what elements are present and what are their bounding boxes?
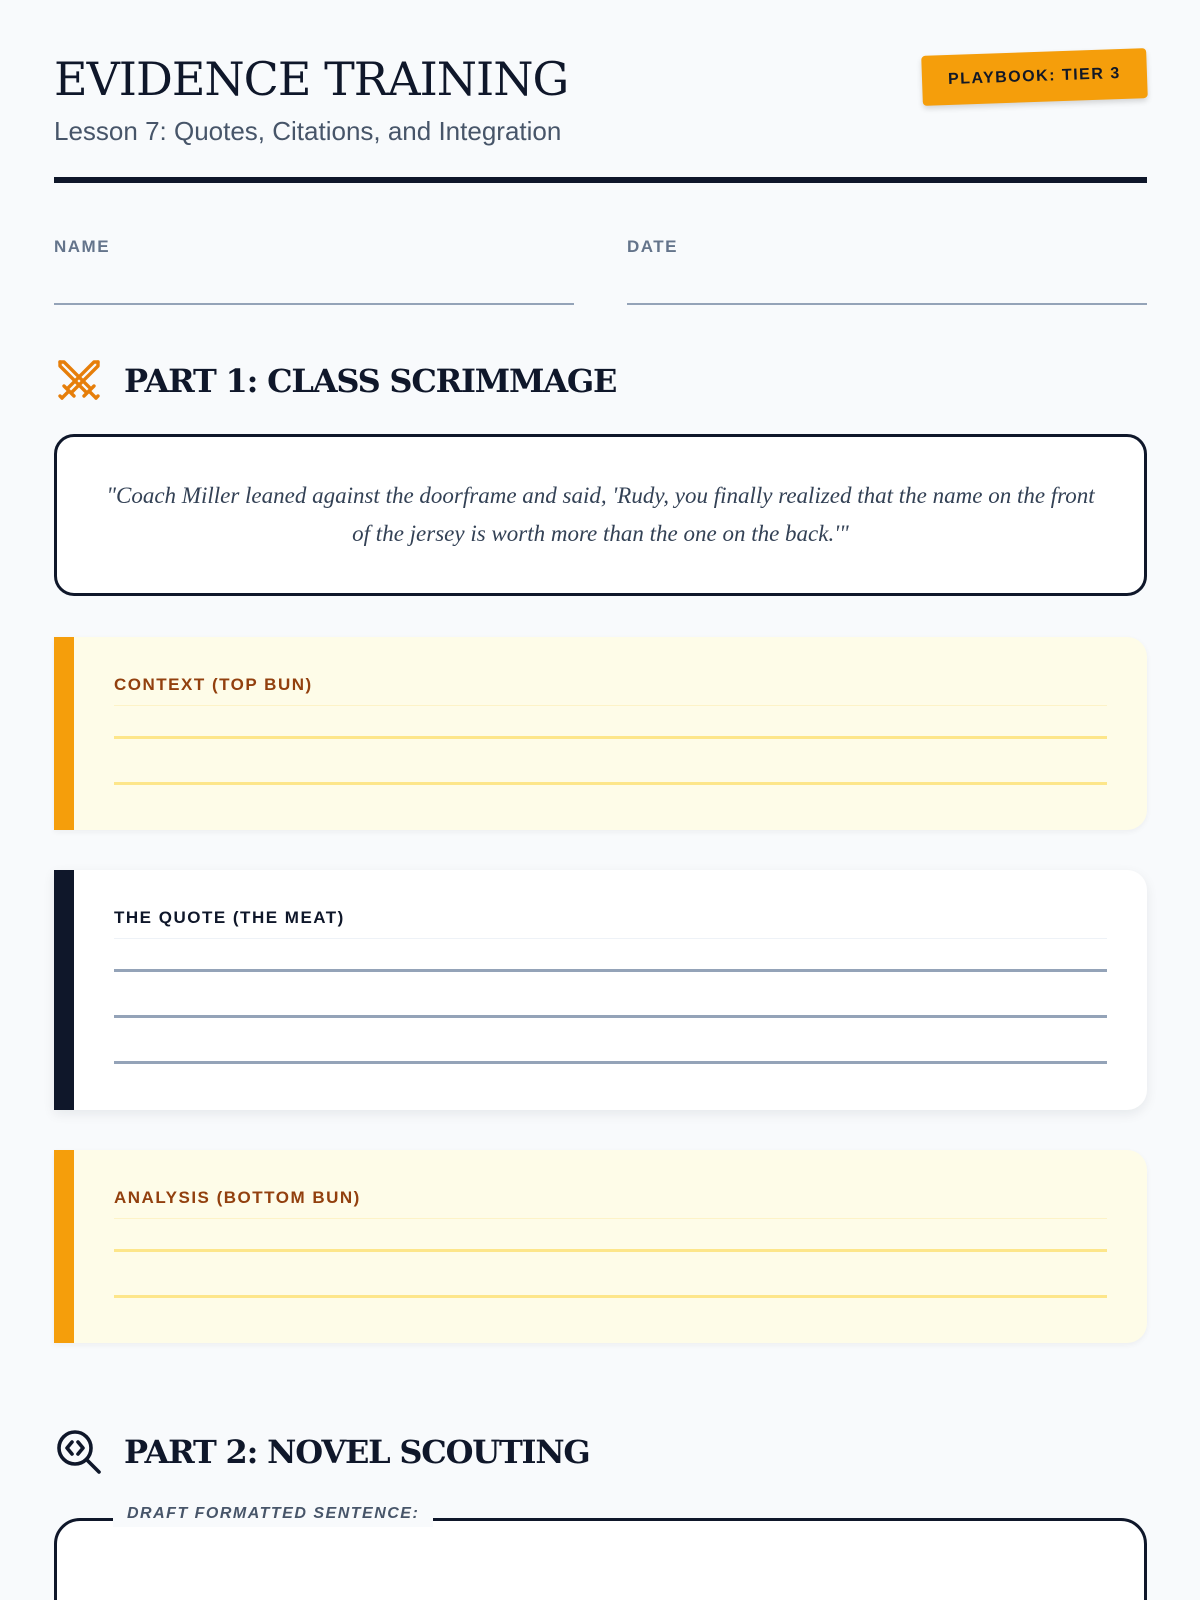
context-section bbox=[54, 637, 1147, 830]
name-field[interactable] bbox=[54, 237, 574, 305]
draft-label: DRAFT FORMATTED SENTENCE: bbox=[113, 1501, 433, 1527]
analysis-section bbox=[54, 1150, 1147, 1343]
date-input-line[interactable] bbox=[627, 303, 1147, 305]
worksheet-page bbox=[54, 0, 1147, 1522]
context-writing-line[interactable] bbox=[114, 736, 1107, 739]
playbook-badge: PLAYBOOK: TIER 3 bbox=[921, 48, 1147, 106]
quote-writing-line[interactable] bbox=[114, 969, 1107, 972]
scrimmage-quote: "Coach Miller leaned against the doorframe and said, 'Rudy, you finally realized that the name on the front of the jersey is worth more than the one on the back.'" bbox=[106, 483, 1095, 546]
page-title: EVIDENCE TRAINING bbox=[54, 52, 569, 106]
analysis-label: ANALYSIS (BOTTOM BUN) bbox=[114, 1188, 1107, 1219]
context-label: CONTEXT (TOP BUN) bbox=[114, 675, 1107, 706]
name-label: NAME bbox=[54, 237, 111, 256]
analysis-writing-line[interactable] bbox=[114, 1295, 1107, 1298]
quote-card bbox=[54, 434, 1147, 596]
context-accent-bar bbox=[54, 637, 74, 830]
quote-writing-line[interactable] bbox=[114, 1015, 1107, 1018]
header bbox=[54, 0, 1147, 185]
header-divider bbox=[54, 177, 1147, 183]
quote-accent-bar bbox=[54, 870, 74, 1110]
analysis-accent-bar bbox=[54, 1150, 74, 1343]
search-code-icon bbox=[54, 1427, 104, 1477]
part2-title: PART 2: NOVEL SCOUTING bbox=[124, 1433, 590, 1471]
date-field[interactable] bbox=[627, 237, 1147, 305]
analysis-writing-line[interactable] bbox=[114, 1249, 1107, 1252]
quote-label: THE QUOTE (THE MEAT) bbox=[114, 908, 1107, 939]
part1-title: PART 1: CLASS SCRIMMAGE bbox=[124, 362, 617, 400]
crossed-swords-icon bbox=[54, 356, 104, 406]
context-writing-line[interactable] bbox=[114, 782, 1107, 785]
quote-section bbox=[54, 870, 1147, 1110]
quote-writing-line[interactable] bbox=[114, 1061, 1107, 1064]
name-input-line[interactable] bbox=[54, 303, 574, 305]
part2-heading bbox=[54, 1427, 590, 1477]
draft-sentence-box[interactable] bbox=[54, 1505, 1147, 1600]
student-info-fields bbox=[54, 237, 1147, 317]
date-label: DATE bbox=[627, 237, 679, 256]
part1-heading bbox=[54, 356, 616, 406]
page-subtitle: Lesson 7: Quotes, Citations, and Integration bbox=[54, 116, 562, 146]
